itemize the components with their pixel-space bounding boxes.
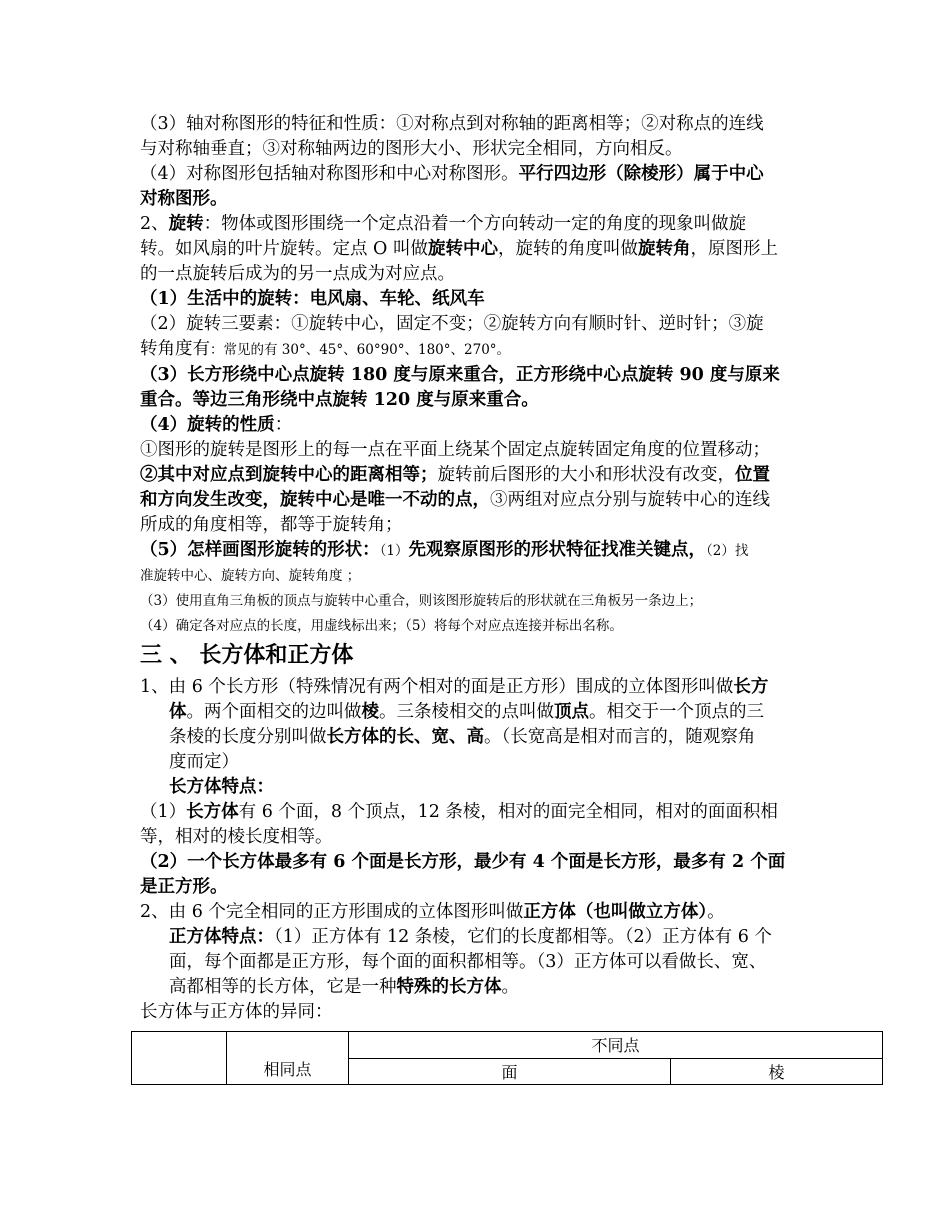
small-text: ：常见的有 30°、45°、60°90°、180°、270°。 [210,342,511,358]
text: （4）对称图形包括轴对称图形和中心对称图形。 [140,164,519,184]
table-caption: 长方体与正方体的异同： [140,1002,333,1022]
para-rotation-5c: （3）使用直角三角板的顶点与旋转中心重合，则该图形旋转后的形状就在三角板另一条边上； [140,593,703,609]
para-rotation-5b: 准旋转中心、旋转方向、旋转角度 ； [140,568,361,584]
bold-text: 体 [169,702,187,722]
text: 条棱的长度分别叫做 [169,727,327,747]
text: ，旋转的角度叫做 [497,239,638,259]
para-cuboid-f1b: 等，相对的棱长度相等。 [140,827,333,847]
para-axis-4 [140,162,820,187]
table-header-edge: 棱 [671,1058,883,1085]
para-rotation-4b [140,463,820,488]
bold-text: 和方向发生改变，旋转中心是唯一不动的点， [140,490,490,510]
para-rotation-4c [140,488,820,513]
para-rotation-4a: ①图形的旋转是图形上的每一点在平面上绕某个固定点旋转固定角度的位置移动； [140,440,770,460]
comparison-table [131,1031,883,1085]
table-header-diff: 不同点 [349,1032,883,1059]
table-header-face: 面 [349,1058,671,1085]
para-cuboid-1b [140,700,820,725]
text: 转角度有 [140,339,210,359]
para-rotation-2: （2）旋转三要素：①旋转中心，固定不变；②旋转方向有顺时针、逆时针；③旋 [140,314,764,334]
cuboid-features-label: 长方体特点： [169,777,274,797]
text: 1、由 6 个长方形（特殊情况有两个相对的面是正方形）围成的立体图形叫做 [140,677,734,697]
bold-text: （4）旋转的性质 [140,415,275,435]
text: 有 6 个面，8 个顶点，12 条棱，相对的面完全相同，相对的面面积相 [238,802,778,822]
para-cube-1 [140,900,820,925]
para-rotation-1: （1）生活中的旋转：电风扇、车轮、纸风车 [140,289,485,309]
para-cuboid-1c [140,725,820,750]
para-cube-features-2: 面，每个面都是正方形，每个面的面积都相等。（3）正方体可以看做长、宽、 [169,952,767,972]
section-heading: 三 、 长方体和正方体 [140,643,354,668]
para-rotation-3b: 重合。等边三角形绕中点旋转 120 度与原来重合。 [140,390,539,410]
para-cuboid-f1 [140,800,820,825]
bold-text: 先观察原图形的形状特征找准关键点， [408,540,707,560]
text: ： [274,415,293,435]
bold-text: 旋转中心 [427,239,498,259]
bold-text: 平行四边形（除棱形）属于中心 [518,164,764,184]
bold-text: 旋转 [168,214,204,234]
para-cube-features-3 [140,975,820,1000]
para-axis-4c: 对称图形。 [140,189,228,209]
bold-text: 棱 [361,702,379,722]
text: ：物体或图形围绕一个定点沿着一个方向转动一定的角度的现象叫做旋 [203,214,747,234]
bold-text: 位置 [735,465,770,485]
para-cuboid-1d: 度而定） [169,752,239,772]
document-body [140,112,820,1025]
small-text: （2）找 [706,543,749,559]
para-rotation-4 [140,413,820,438]
para-rotation-def-3: 的一点旋转后成为的另一点成为对应点。 [140,264,455,284]
text: （1） [140,802,187,822]
para-rotation-def-2 [140,237,820,262]
para-axis-3b: 与对称轴垂直；③对称轴两边的图形大小、形状完全相同，方向相反。 [140,139,683,159]
bold-text: 特殊的长方体 [396,977,502,997]
para-rotation-4d: 所成的角度相等，都等于旋转角； [140,515,403,535]
bold-text: （5）怎样画图形旋转的形状： [140,540,380,560]
bold-text: 旋转角 [637,239,691,259]
text: 。 [501,977,519,997]
para-axis-3a: （3）轴对称图形的特征和性质：①对称点到对称轴的距离相等；②对称点的连线 [140,114,764,134]
para-cuboid-f2b: 是正方形。 [140,877,228,897]
bold-text: ②其中对应点到旋转中心的距离相等； [140,465,438,485]
bold-text: 长方 [733,677,769,697]
para-cuboid-f2: （2）一个长方体最多有 6 个面是长方形，最少有 4 个面是长方形，最多有 2 个面 [140,852,786,872]
text: 高都相等的长方体，它是一种 [169,977,397,997]
bold-text: 正方体（也叫做立方体） [523,902,708,922]
bold-text: 顶点 [554,702,589,722]
table-header-same: 相同点 [227,1032,349,1085]
para-cuboid-1 [140,675,820,700]
para-rotation-2b [140,337,820,363]
bold-text: 正方体特点： [169,927,274,947]
para-rotation-5d: （4）确定各对应点的长度，用虚线标出来；（5）将每个对应点连接并标出名称。 [140,618,623,634]
text: 转。如风扇的叶片旋转。定点 O 叫做 [140,239,428,259]
para-rotation-5 [140,538,820,564]
text: 。三条棱相交的点叫做 [379,702,554,722]
text: 2、 [140,214,169,234]
bold-text: 长方体的长、宽、高 [326,727,484,747]
text: 旋转前后图形的大小和形状没有改变， [437,465,735,485]
para-rotation-3: （3）长方形绕中心点旋转 180 度与原来重合，正方形绕中心点旋转 90 度与原来 [140,365,780,385]
text: 。 [707,902,725,922]
text: 。（长宽高是相对而言的，随观察角 [484,727,756,747]
para-cube-features [140,925,820,950]
bold-text: 长方体 [186,802,239,822]
text: ③两组对应点分别与旋转中心的连线 [490,490,770,510]
text: （1）正方体有 12 条棱，它们的长度都相等。（2）正方体有 6 个 [274,927,772,947]
text: ，原图形上 [690,239,778,259]
table-cell-empty [132,1032,227,1085]
text: 。两个面相交的边叫做 [186,702,362,722]
small-text: （1） [379,543,409,559]
text: 2、由 6 个完全相同的正方形围成的立体图形叫做 [140,902,524,922]
text: 。相交于一个顶点的三 [589,702,764,722]
para-rotation-def [140,212,820,237]
